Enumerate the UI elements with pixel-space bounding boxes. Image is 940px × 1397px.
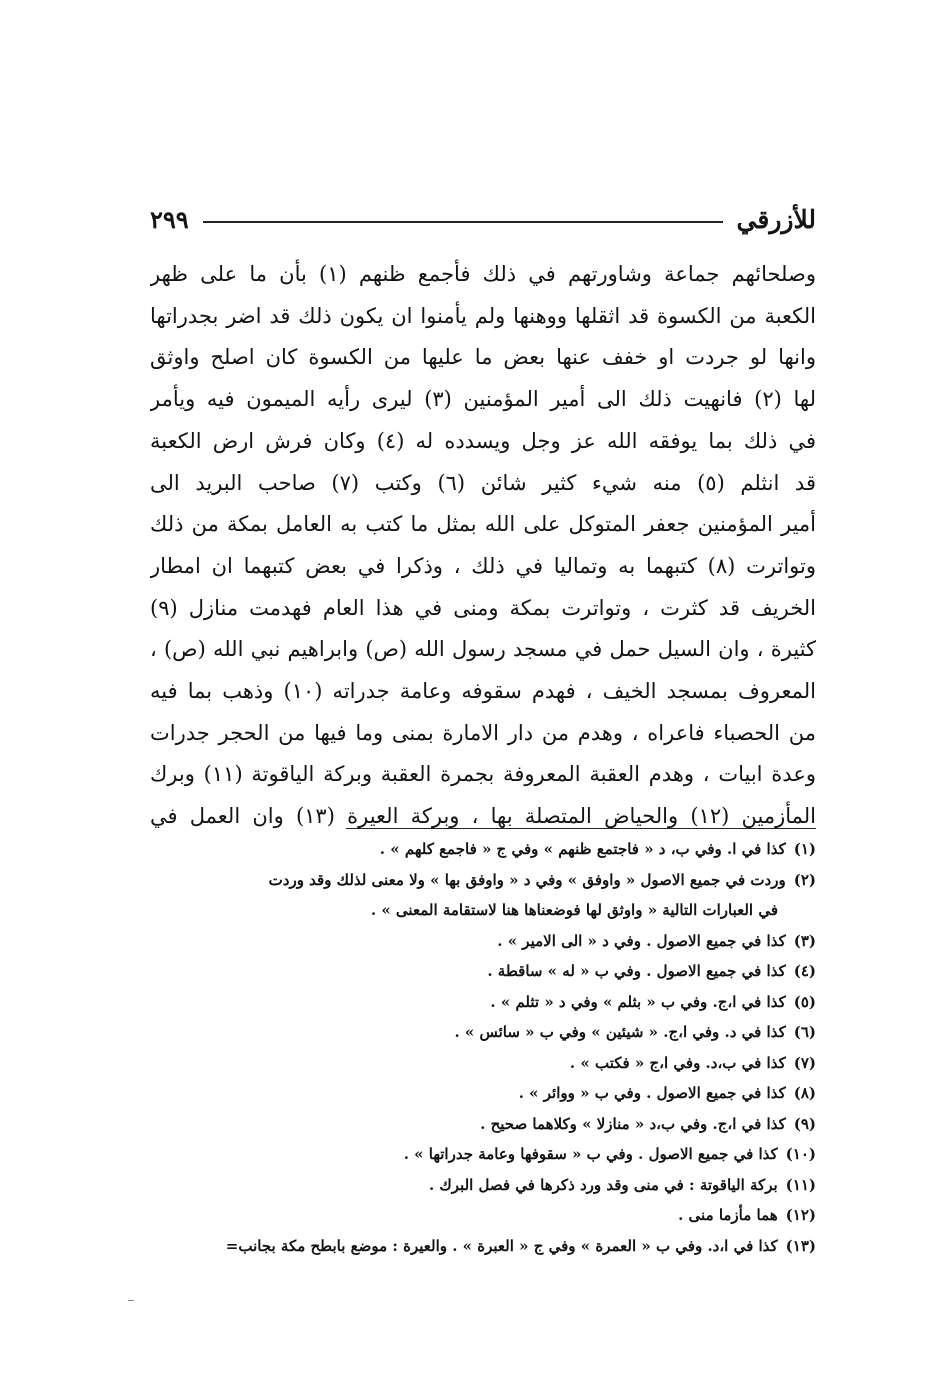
text-line: المأزمين (١٢) والحياض المتصلة بها ، وبركة العيرة (١٣) وان العمل في — [150, 804, 816, 829]
footnote-text: كذا في جميع الاصول . وفي ب « له » ساقطة . — [487, 962, 786, 980]
footnote-item — [150, 1200, 816, 1231]
footnote-item — [150, 1048, 816, 1079]
footnote-text: كذا في جميع الاصول . وفي ب « سقوفها وعامة جدراتها » . — [403, 1145, 778, 1163]
footnote-number: (٨) — [793, 1084, 816, 1102]
text-line: قد انثلم (٥) منه شيء كثير شائن (٦) وكتب (٧) صاحب البريد الى — [150, 470, 816, 495]
footnote-text: كذا في ا. وفي ب، د « فاجتمع ظنهم » وفي ج « فاجمع كلهم » . — [379, 840, 786, 858]
footnote-text: هما مأزما منى . — [678, 1206, 778, 1224]
text-line: وصلحائهم جماعة وشاورتهم في ذلك فأجمع ظنهم (١) بأن ما على ظهر — [150, 262, 816, 286]
footnote-number: (١٠) — [785, 1145, 816, 1163]
footnote-item — [150, 1170, 816, 1201]
text-line: من الحصباء فاعراه ، وهدم من دار الامارة بمنى وما فيها من الحجر جدرات — [150, 720, 816, 745]
footnote-number: (١٢) — [785, 1206, 816, 1224]
page-edge-mark — [128, 1300, 134, 1301]
footnote-text: كذا في ا،ج. وفي ب « بثلم » وفي د « تثلم » . — [490, 992, 786, 1011]
footnote-item — [150, 865, 816, 896]
footnote-item — [150, 956, 816, 987]
footnote-number: (٩) — [793, 1114, 816, 1133]
text-line: وتواترت (٨) كتبهما به وتماليا في ذلك ، وذكرا في بعض كتبهما ان امطار — [150, 553, 816, 578]
footnote-text: بركة الياقوتة : في منى وقد ورد ذكرها في فصل البرك . — [428, 1175, 778, 1194]
footnote-continuation — [150, 895, 816, 926]
footnote-item — [150, 1231, 816, 1262]
footnote-item — [150, 1078, 816, 1109]
footnote-text: كذا في ا،ج. وفي ب،د « منازلا » وكلاهما صحيح . — [480, 1114, 786, 1133]
text-line: في ذلك بما يوفقه الله عز وجل ويسدده له (٤) وكان فرش ارض الكعبة — [150, 428, 816, 453]
page-number: ٢٩٩ — [150, 204, 189, 234]
footnote-number: (٤) — [793, 962, 816, 980]
footnote-separator — [346, 828, 816, 829]
footnote-item — [150, 926, 816, 957]
footnote-item — [150, 1139, 816, 1170]
footnote-text: وردت في جميع الاصول « واوفق » وفي د « واوفق بها » ولا معنى لذلك وقد وردت — [268, 870, 786, 889]
footnote-text: في العبارات التالية « واوثق لها فوضعناها هنا لاستقامة المعنى » . — [370, 901, 778, 919]
footnote-number: (٧) — [793, 1053, 816, 1072]
footnote-number: (٥) — [793, 992, 816, 1011]
text-line: وعدة ابيات ، وهدم العقبة المعروفة بجمرة العقبة وبركة الياقوتة (١١) وبرك — [150, 762, 816, 787]
footnote-number: (٣) — [793, 931, 816, 950]
running-title: للأزرقي — [736, 204, 816, 234]
text-line: المعروف بمسجد الخيف ، فهدم سقوفه وعامة جدراته (١٠) وذهب بما فيه — [150, 679, 816, 704]
footnotes — [150, 834, 816, 1261]
footnote-number: (٢) — [793, 870, 816, 889]
header-rule — [203, 221, 723, 223]
text-line: لها (٢) فانهيت ذلك الى أمير المؤمنين (٣) ليرى رأيه الميمون فيه ويأمر — [150, 387, 816, 412]
footnote-text: كذا في ا،د. وفي ب « العمرة » وفي ج « العبرة » . والعيرة : موضع بابطح مكة بجانب= — [225, 1236, 778, 1255]
text-line: الكعبة من الكسوة قد اثقلها ووهنها ولم يأمنوا ان يكون ذلك قد اضر بجدراتها — [150, 303, 816, 328]
text-line: كثيرة ، وان السيل حمل في مسجد رسول الله (ص) وابراهيم نبي الله (ص) ، — [150, 637, 816, 662]
main-text — [150, 254, 816, 838]
footnote-item — [150, 987, 816, 1018]
footnote-item — [150, 1109, 816, 1140]
footnote-text: كذا في جميع الاصول . وفي د « الى الامير » . — [497, 931, 786, 950]
text-line: وانها لو جردت او خفف عنها بعض ما عليها من الكسوة كان اصلح واوثق — [150, 345, 816, 370]
footnote-item — [150, 1017, 816, 1048]
footnote-number: (١) — [793, 840, 816, 858]
page-header — [150, 196, 816, 242]
footnote-number: (٦) — [793, 1023, 816, 1041]
footnote-number: (١١) — [785, 1175, 816, 1194]
text-line: أمير المؤمنين جعفر المتوكل على الله بمثل ما كتب به العامل بمكة من ذلك — [150, 512, 816, 537]
text-line: الخريف قد كثرت ، وتواترت بمكة ومنى في هذا العام فهدمت منازل (٩) — [150, 595, 816, 620]
footnote-text: كذا في جميع الاصول . وفي ب « ووائر » . — [518, 1084, 786, 1102]
footnote-text: كذا في د. وفي ا،ج. « شيئين » وفي ب « سائس » . — [454, 1023, 786, 1041]
footnote-item — [150, 834, 816, 865]
footnote-number: (١٣) — [785, 1236, 816, 1255]
footnote-text: كذا في ب،د. وفي ا،ج « فكتب » . — [569, 1053, 786, 1072]
